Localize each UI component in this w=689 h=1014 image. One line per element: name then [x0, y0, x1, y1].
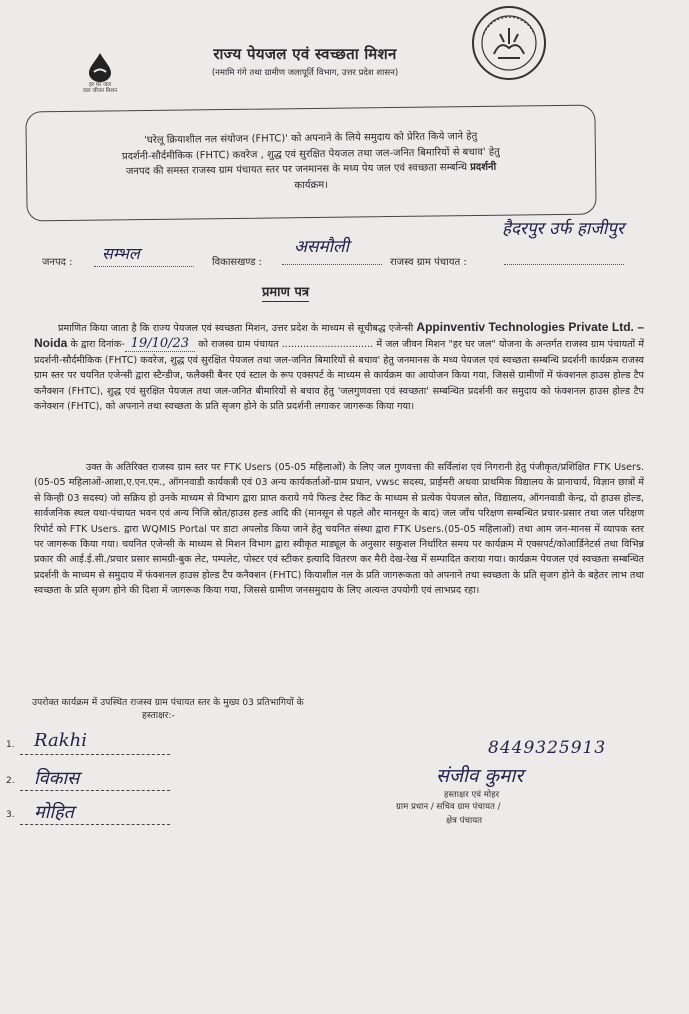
participants-note-line-2: हस्ताक्षर:- [142, 710, 175, 721]
block-line [282, 264, 382, 265]
participant-number: 3. [6, 810, 15, 820]
logo-tag-2: जल जीवन मिशन [82, 88, 118, 94]
participants-note-line-1: उपरोक्त कार्यक्रम में उपस्थित राजस्व ग्राम पंचायत स्तर के मुख्य 03 प्रतिभागियों के [32, 697, 304, 708]
program-date: 19/10/23 [125, 336, 195, 352]
har-ghar-jal-logo [74, 52, 126, 94]
box-line-3-bold: प्रदर्शनी [470, 161, 497, 174]
page-title: राज्य पेयजल एवं स्वच्छता मिशन [213, 45, 397, 63]
authority-signature: संजीव कुमार [436, 765, 524, 787]
program-title-box [25, 105, 596, 222]
participant-signature-name: Rakhi [34, 730, 87, 751]
participant-signature-1 [6, 730, 196, 760]
participant-signature-3 [6, 800, 196, 830]
participant-number: 2. [6, 776, 15, 786]
logo-tag-1: हर घर जल [89, 82, 111, 88]
designation-caption: ग्राम प्रधान / सचिव ग्राम पंचायत / [396, 802, 501, 812]
paragraph-1-intro: प्रमाणित किया जाता है कि राज्य पेयजल एवं स्वच्छता मिशन, उत्तर प्रदेश के माध्यम से सूचीबद्ध एजेन्सी [58, 323, 414, 334]
participant-signature-2 [6, 766, 196, 796]
paragraph-1-date-prefix: के द्वारा दिनांक- [67, 339, 125, 351]
phone-number: 8449325913 [488, 738, 607, 758]
location-row [42, 219, 682, 276]
paragraph-1 [34, 320, 644, 414]
participant-signature-name: मोहित [34, 802, 74, 823]
sign-seal-caption: हस्ताक्षर एवं मोहर [444, 790, 500, 800]
district-line [94, 266, 194, 267]
panchayat-caption: क्षेत्र पंचायत [446, 816, 483, 826]
block-value: असमौली [294, 237, 349, 257]
box-line-3-text: जनपद की समस्त राजस्व ग्राम पंचायत स्तर पर जनमानस के मध्य पेय जल एवं स्वच्छता सम्बन्धि [125, 162, 471, 178]
paragraph-1-body: को राजस्व ग्राम पंचायत .............................. में जल जीवन मिशन "हर घर जल" योजना के अन्तर्गत राजस्व ग्राम पंचायतों में प्रदर्शनी-सौर्दमीकिक (FHTC) कवरेज, शुद्ध एवं सुरक्षित पेयजल तथा जल-जनित बिमारियों से बचाव' हेतु जनमानस के मध्य पेयजल एवं स्वच्छता सम्बन्धि प्रदर्शनी कार्यक्रम राजस्व ग्राम स्तर पर चयनित एजेन्सी द्वारा स्टैन्डीज, फलैक्सी बैनर एवं स्टाल के रूप एक्सपर्ट के माध्यम से कार्यक्रम का आयोजन किया गया, जिससे ग्रामीणों में फंक्शनल हाउस होल्ड टैप कनैक्शन (FHTC), शुद्ध एवं सुरक्षित पेयजल तथा जल-जनित बीमारियों से बचाव हेतु 'जलगुणवत्ता एवं स्वच्छता' सम्बन्धित प्रदर्शनी कर समुदाय को फंक्शनल हाउस होल्ड टैप कनेक्शन (FHTC), को अपनाने तथा स्वच्छता के प्रति सृजग होने के प्रति प्रदर्शनी लगाकर जागरूक किया गया। [34, 339, 644, 413]
water-drop-icon [87, 52, 113, 82]
state-emblem-icon [470, 4, 548, 82]
participants-note [32, 696, 392, 722]
block-label: विकासखण्ड : [212, 257, 263, 268]
signature-line [20, 790, 170, 791]
gram-panchayat-label: राजस्व ग्राम पंचायत : [390, 257, 467, 268]
gram-panchayat-value: हैदरपुर उर्फ हाजीपुर [502, 219, 624, 239]
paragraph-2-body: उक्त के अतिरिक्त राजस्व ग्राम स्तर पर FTK Users (05-05 महिलाओं) के लिए जल गुणवत्ता की सर्विलांश एवं निगरानी हेतु पंजीकृत/प्रशिक्षित FTK Users.(05-05 महिलाओं-आशा,ए.एन.एम., ऑगनवाडी कार्यकत्री एवं 03 अन्य कार्यकर्ताओं-ग्राम प्रधान, vwsc सदस्य, प्राईमरी अथवा प्राथमिक विद्यालय के प्रानाचार्य, विज्ञान छात्रों में से किन्ही 03 सदस्य) जो सक्रिय हो उनके माध्यम से विभाग द्वारा प्राप्त कराये गये फिल्ड टेस्ट किट के माध्यम से प्रत्येक पेयजल स्रोत, विद्यालय, ऑगनवाडी केन्द्र, दो हाउस होल्ड, सार्वजनिक स्थल यथा-पंचायत भवन एवं अन्य निजि स्रोत/हाउस हल्ड आदि की (मानसून से पहले और मानसून के बाद) जल जाँच परिक्षण सम्बन्धित प्रचार-प्रसार तथा जल परिक्षण रिपोर्ट को FTK Users. द्वारा WQMIS Portal पर डाटा अपलोड किया जाने हेतु चयनित संस्था द्वारा FTK Users.(05-05 महिलाओं) तथा आम जन-मानस में व्यापक स्तर पर जागरूक किया गया। चयनित एजेन्सी के माध्यम से मिशन विभाग द्वारा स्वीकृत माड्यूल के अनुसार सकुशल निर्धारित समय पर कार्यक्रम में एक्सपर्ट/कोआर्डिनेटर्स तथा विभिन्न प्रकार की आई.ई.सी./प्रचार प्रसार सामग्री-बुक लेट, पम्पलेट, पोस्टर एवं स्टीकर इत्यादि वितरण कर मैरी देख-रेख में सम्पादित कराया गया। कार्यक्रम पेयजल एवं स्वच्छता सम्बन्धित प्रदर्शनी के माध्यम से समुदाय में फंक्शनल हाउस होल्ड टैप कनैक्शन (FHTC) कियाशील नल के प्रति जागरूकता को अपनाने तथा स्वच्छता के प्रति सृजग होने के बहेतर लाभ तथा स्वच्छता के प्रति सृजग होने की दिशा में जागरूक किया गया, जिससे ग्रामीण जनसमुदाय के लिए अत्यन्त उपयोगी एवं लाभप्रद रहा। [34, 462, 644, 597]
box-line-4: कार्यक्रम। [294, 179, 329, 191]
participant-signature-name: विकास [34, 768, 80, 789]
agency-name: Appinventiv Technologies Private Ltd. – Noida [34, 320, 644, 351]
paragraph-2 [34, 460, 644, 599]
uttar-pradesh-seal [470, 4, 548, 82]
signature-line [20, 824, 170, 825]
header-title-block [160, 44, 450, 78]
district-value: सम्भल [102, 244, 140, 263]
box-line-2: प्रदर्शनी-सौर्दमीकिक (FHTC) कवरेज , शुद्ध एवं सुरक्षित पेयजल तथा जल-जनित बिमारियों से बचाव' हेतु [121, 146, 500, 162]
district-label: जनपद : [42, 257, 73, 268]
gram-panchayat-line [504, 264, 624, 265]
certificate-heading: प्रमाण पत्र [262, 282, 309, 302]
signature-line [20, 754, 170, 755]
box-line-1: 'घरेलू क्रियाशील नल संयोजन (FHTC)' को अपनाने के लिये समुदाय को प्रेरित किये जाने हेतु [144, 130, 478, 147]
page-subtitle: (नमामि गंगे तथा ग्रामीण जलापूर्ति विभाग, उत्तर प्रदेश शासन) [211, 68, 399, 78]
participant-number: 1. [6, 740, 15, 750]
